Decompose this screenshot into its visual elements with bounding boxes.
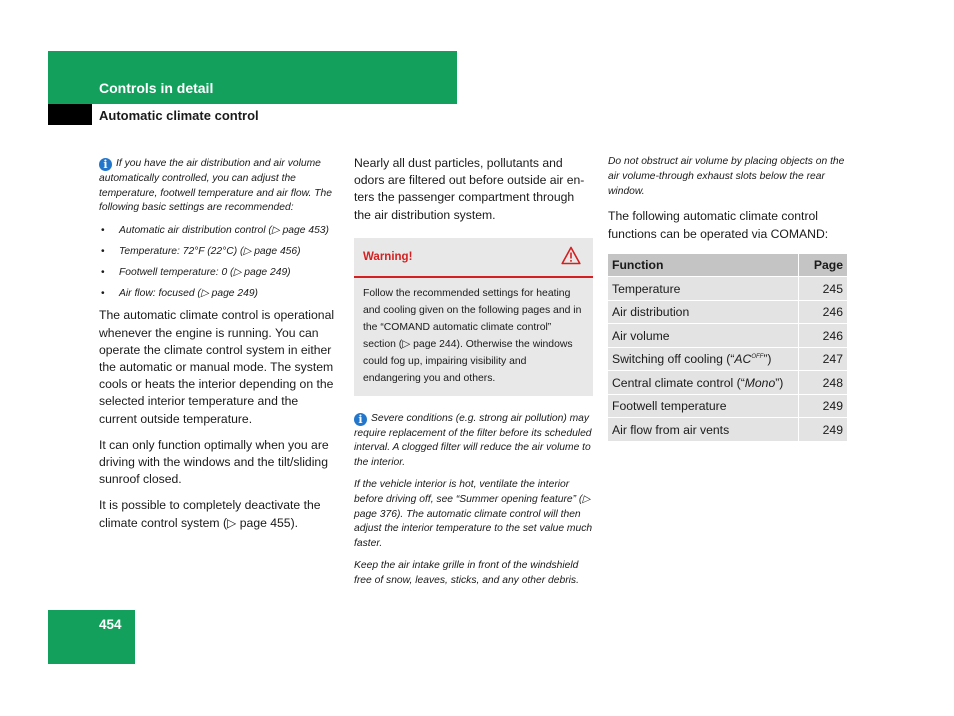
table-row xyxy=(608,300,847,324)
info-icon: i xyxy=(354,413,367,426)
paragraph: The automatic climate control is operational whenever the engine is running. You can operate the climate control system in either the automatic or manual mode. The system cools or heats the interior depending on the selected interior temperature and the current outside temperature. xyxy=(99,308,335,426)
function-cell: Switching off cooling $(“AC^{OFF}”)$ xyxy=(608,347,799,371)
column-header-function: Function xyxy=(608,254,799,277)
function-cell: Air volume xyxy=(608,324,799,348)
table-row xyxy=(608,371,847,395)
info-note xyxy=(99,157,339,216)
table-row xyxy=(608,277,847,301)
warning-box xyxy=(354,238,593,396)
function-cell: Air flow from air vents xyxy=(608,418,799,441)
page-cell: 247 xyxy=(799,347,848,371)
column-header-page: Page xyxy=(799,254,848,277)
note-paragraph: Do not obstruct air volume by placing objects on the air volume-through exhaust slots below the rear window. xyxy=(608,156,845,197)
section-title: Controls in detail xyxy=(99,80,214,96)
function-table xyxy=(608,254,847,441)
warning-title: Warning! xyxy=(363,250,413,263)
page-cell: 246 xyxy=(799,300,848,324)
settings-list xyxy=(99,224,339,301)
list-item: • Air flow: focused (▷ page 249) xyxy=(99,287,339,302)
header-band xyxy=(48,51,457,104)
warning-header xyxy=(354,238,593,278)
subsection-title: Automatic climate control xyxy=(99,108,259,123)
page-cell: 249 xyxy=(799,418,848,441)
info-icon: i xyxy=(99,158,112,171)
function-cell: Footwell temperature xyxy=(608,394,799,418)
info-note xyxy=(354,412,593,471)
page-number: 454 xyxy=(99,617,122,632)
paragraph: The following automatic climate control functions can be operated via COMAND: xyxy=(608,209,829,241)
note-paragraph: If the vehicle interior is hot, ventilate the interior before driving off, see “Summer opening feature” (▷ page 376). The automatic climate control will then adjust the interior temperature to the set value much faster. xyxy=(354,479,593,550)
table-header-row xyxy=(608,254,847,277)
warning-triangle-icon xyxy=(561,246,581,265)
page-number-block xyxy=(48,610,135,664)
column-1 xyxy=(99,157,339,541)
subsection-marker xyxy=(48,104,92,125)
note-paragraph: Keep the air intake grille in front of the windshield free of snow, leaves, sticks, and any other debris. xyxy=(354,559,579,586)
paragraph: It can only function optimally when you are driving with the windows and the tilt/sliding sunroof closed. xyxy=(99,437,329,487)
column-2 xyxy=(354,155,593,593)
bullet-icon: • xyxy=(101,245,105,257)
paragraph: Nearly all dust particles, pollutants and odors are filtered out before outside air enters the passenger compartment through the air distribution system. xyxy=(354,156,585,222)
table-row xyxy=(608,394,847,418)
page-cell: 249 xyxy=(799,394,848,418)
function-cell: Central climate control (“Mono”) xyxy=(608,371,799,395)
bullet-icon: • xyxy=(101,266,105,278)
page-cell: 245 xyxy=(799,277,848,301)
table-row xyxy=(608,418,847,441)
table-row xyxy=(608,324,847,348)
page-cell: 246 xyxy=(799,324,848,348)
warning-text: Follow the recommended settings for heating and cooling given on the following pages and in the “COMAND automatic climate control” section (▷ page 244). Otherwise the windows could fog up, impairing visibility and endangering you and others. xyxy=(363,287,582,384)
table-row xyxy=(608,347,847,371)
list-item: • Footwell temperature: 0 (▷ page 249) xyxy=(99,266,339,281)
list-item: • Automatic air distribution control (▷ page 453) xyxy=(99,224,339,239)
list-item: • Temperature: 72°F (22°C) (▷ page 456) xyxy=(99,245,339,260)
bullet-icon: • xyxy=(101,225,105,237)
column-3 xyxy=(608,155,848,441)
page-cell: 248 xyxy=(799,371,848,395)
function-cell: Temperature xyxy=(608,277,799,301)
info-note-text: Severe conditions (e.g. strong air pollution) may require replacement of the filter before its scheduled interval. A clogged filter will reduce the air volume to the interior. xyxy=(354,412,592,469)
bullet-icon: • xyxy=(101,287,105,299)
info-note-text: If you have the air distribution and air volume automatically controlled, you can adjust the temperature, footwell temperature and air flow. The following basic settings are recommended: xyxy=(99,158,332,214)
function-cell: Air distribution xyxy=(608,300,799,324)
paragraph: It is possible to completely deactivate the climate control system (▷ page 455). xyxy=(99,498,321,530)
